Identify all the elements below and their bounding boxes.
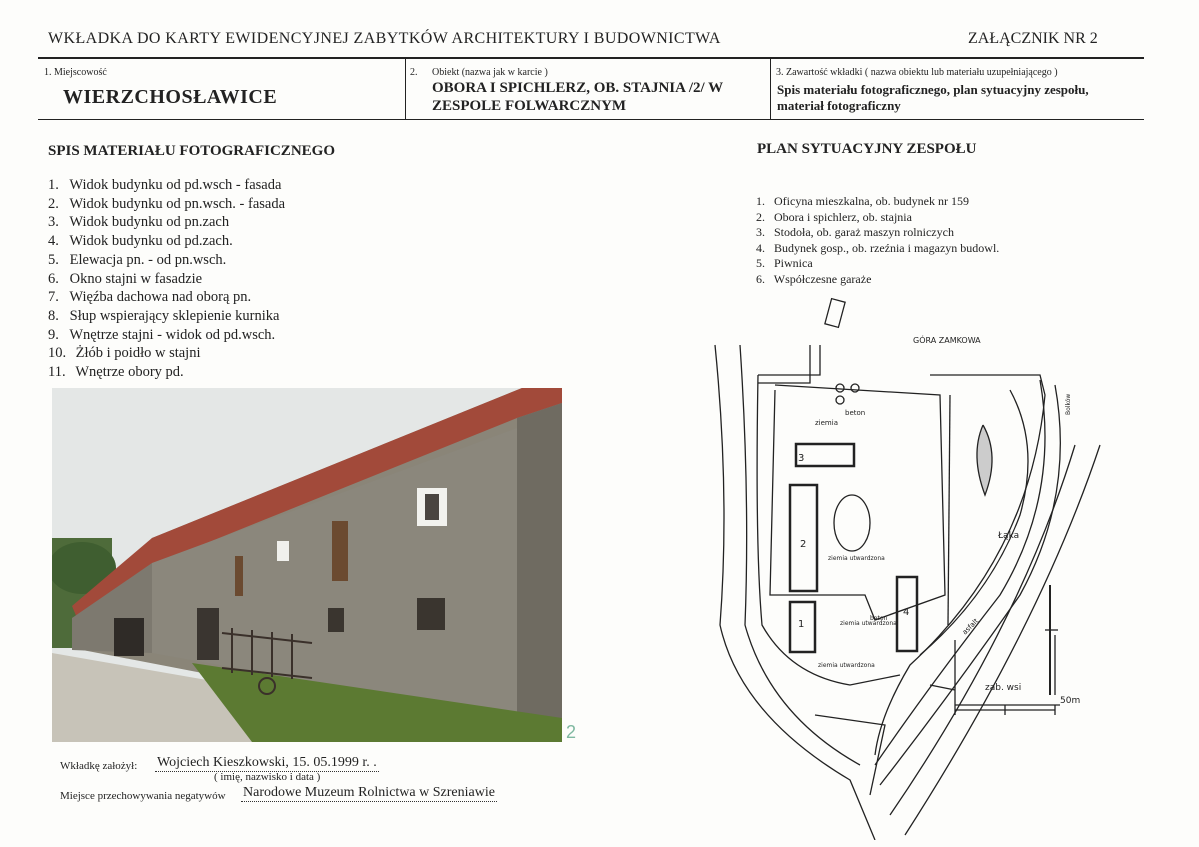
list-item: 5. Elewacja pn. - od pn.wsch. — [48, 251, 227, 268]
map-label-soil-2: ziemia utwardzona — [828, 555, 885, 562]
plan-title: PLAN SYTUACYJNY ZESPOŁU — [757, 141, 977, 157]
object-number: 2. — [410, 67, 418, 78]
photo-list — [48, 176, 285, 382]
form-title: WKŁADKA DO KARTY EWIDENCYJNEJ ZABYTKÓW ARCHITEKTURY I BUDOWNICTWA — [48, 30, 721, 47]
map-label-soil-1: ziemia — [815, 419, 838, 427]
map-label-concrete-2: beton — [870, 615, 888, 622]
map-building-3: 3 — [798, 453, 805, 464]
map-building-1: 1 — [798, 619, 805, 630]
list-item: 5. Piwnica — [756, 256, 813, 271]
founded-value: Wojciech Kieszkowski, 15. 05.1999 r. . — [157, 755, 377, 770]
field-divider-1 — [405, 58, 406, 120]
content-value: Spis materiału fotograficznego, plan sytuacyjny zespołu, materiał fotograficzny — [777, 82, 1089, 113]
list-item: 8. Słup wspierający sklepienie kurnika — [48, 307, 280, 324]
map-label-asphalt: asfalt — [960, 617, 981, 637]
list-item: 6. Współczesne garaże — [756, 271, 872, 286]
photo-list-title: SPIS MATERIAŁU FOTOGRAFICZNEGO — [48, 143, 335, 159]
plan-legend — [756, 194, 999, 288]
list-item: 1. Oficyna mieszkalna, ob. budynek nr 159 — [756, 194, 969, 208]
object-value: OBORA I SPICHLERZ, OB. STAJNIA /2/ W ZESPOLE FOLWARCZNYM — [432, 80, 723, 114]
map-label-soil-4: ziemia utwardzona — [818, 662, 875, 669]
fields-bottom-rule — [38, 119, 1144, 120]
storage-label: Miejsce przechowywania negatywów — [60, 790, 226, 802]
list-item: 10. Żłób i poidło w stajni — [48, 345, 201, 362]
founded-label: Wkładkę założył: — [60, 760, 138, 772]
list-item: 3. Widok budynku od pn.zach — [48, 214, 230, 231]
list-item: 2. Widok budynku od pn.wsch. - fasada — [48, 195, 286, 212]
map-label-soil-3: ziemia utwardzona — [840, 620, 897, 627]
list-item: 7. Więźba dachowa nad oborą pn. — [48, 289, 252, 306]
map-label-hill: GÓRA ZAMKOWA — [913, 336, 981, 345]
list-item: 1. Widok budynku od pd.wsch - fasada — [48, 177, 282, 193]
place-label: 1. Miejscowość — [44, 67, 107, 78]
list-item: 3. Stodoła, ob. garaż maszyn rolniczych — [756, 225, 954, 240]
map-label-scale: 50m — [1060, 696, 1081, 706]
object-label: Obiekt (nazwa jak w karcie ) — [432, 67, 548, 78]
list-item: 2. Obora i spichlerz, ob. stajnia — [756, 209, 912, 224]
list-item: 11. Wnętrze obory pd. — [48, 364, 184, 381]
place-value: WIERZCHOSŁAWICE — [63, 86, 278, 108]
site-plan-map — [700, 295, 1120, 840]
map-label-road: Bolków — [1065, 393, 1072, 415]
list-item: 6. Okno stajni w fasadzie — [48, 270, 203, 287]
barn-photo — [52, 388, 562, 742]
field-divider-2 — [770, 58, 771, 120]
founded-hint: ( imię, nazwisko i data ) — [214, 771, 321, 783]
list-item: 4. Budynek gosp., ob. rzeźnia i magazyn budowl. — [756, 240, 1000, 255]
map-label-village: zab. wsi — [985, 683, 1022, 693]
annex-number: ZAŁĄCZNIK NR 2 — [968, 30, 1098, 47]
list-item: 4. Widok budynku od pd.zach. — [48, 233, 233, 250]
photo-number-mark: 2 — [566, 722, 577, 742]
map-label-meadow: Łąka — [998, 531, 1020, 541]
list-item: 9. Wnętrze stajni - widok od pd.wsch. — [48, 326, 276, 343]
content-label: 3. Zawartość wkładki ( nazwa obiektu lub materiału uzupełniającego ) — [776, 67, 1058, 78]
map-building-4: 4 — [903, 607, 910, 618]
storage-value: Narodowe Muzeum Rolnictwa w Szreniawie — [243, 785, 495, 800]
map-label-concrete-1: beton — [845, 409, 866, 417]
top-rule — [38, 57, 1144, 59]
map-building-2: 2 — [800, 539, 807, 550]
